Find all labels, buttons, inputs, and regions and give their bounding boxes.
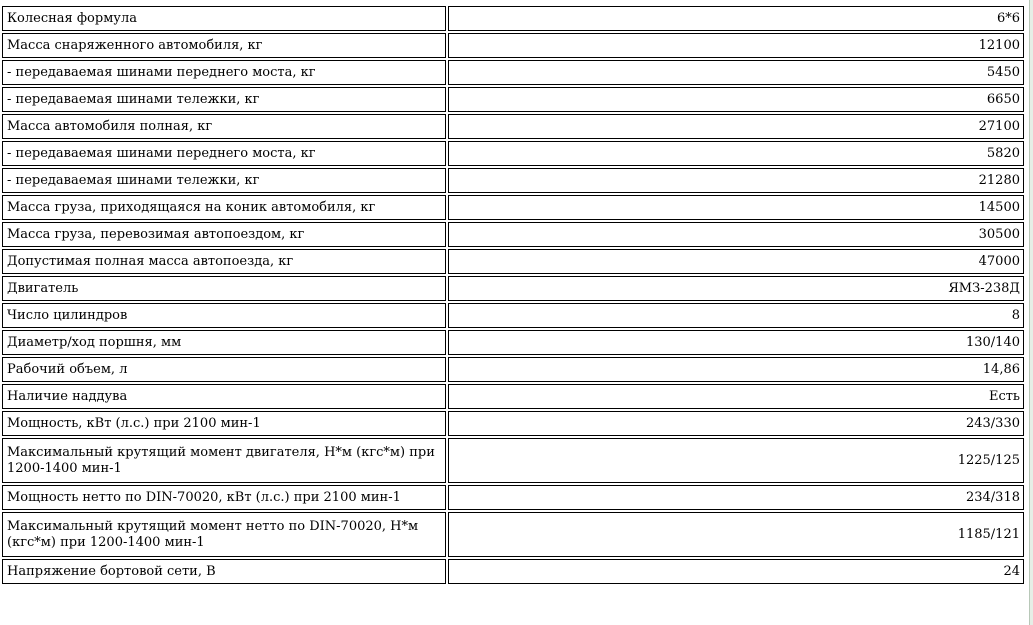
spec-label: Диаметр/ход поршня, мм	[2, 330, 446, 355]
spec-value: 5450	[448, 60, 1024, 85]
table-row	[2, 357, 1024, 382]
table-row	[2, 276, 1024, 301]
spec-label: Масса груза, приходящаяся на коник автомобиля, кг	[2, 195, 446, 220]
spec-value: 21280	[448, 168, 1024, 193]
table-row	[2, 114, 1024, 139]
spec-value: 234/318	[448, 485, 1024, 510]
spec-value: 47000	[448, 249, 1024, 274]
spec-label: Максимальный крутящий момент нетто по DIN-70020, Н*м (кгс*м) при 1200-1400 мин-1	[2, 512, 446, 557]
spec-label: Масса автомобиля полная, кг	[2, 114, 446, 139]
spec-value: 12100	[448, 33, 1024, 58]
spec-value: 243/330	[448, 411, 1024, 436]
spec-value: 30500	[448, 222, 1024, 247]
table-row	[2, 384, 1024, 409]
table-row	[2, 6, 1024, 31]
spec-label: Допустимая полная масса автопоезда, кг	[2, 249, 446, 274]
spec-label: - передаваемая шинами переднего моста, кг	[2, 60, 446, 85]
spec-label: Масса снаряженного автомобиля, кг	[2, 33, 446, 58]
spec-label: Колесная формула	[2, 6, 446, 31]
spec-label: Напряжение бортовой сети, В	[2, 559, 446, 584]
spec-label: Двигатель	[2, 276, 446, 301]
spec-label: Число цилиндров	[2, 303, 446, 328]
table-row	[2, 512, 1024, 557]
spec-label: - передаваемая шинами тележки, кг	[2, 168, 446, 193]
table-row	[2, 33, 1024, 58]
spec-label: Наличие наддува	[2, 384, 446, 409]
spec-label: Масса груза, перевозимая автопоездом, кг	[2, 222, 446, 247]
spec-label: - передаваемая шинами переднего моста, кг	[2, 141, 446, 166]
table-row	[2, 168, 1024, 193]
spec-label: - передаваемая шинами тележки, кг	[2, 87, 446, 112]
spec-label: Рабочий объем, л	[2, 357, 446, 382]
spec-value: 14,86	[448, 357, 1024, 382]
table-row	[2, 249, 1024, 274]
table-row	[2, 222, 1024, 247]
spec-value: Есть	[448, 384, 1024, 409]
spec-label: Мощность нетто по DIN-70020, кВт (л.с.) при 2100 мин-1	[2, 485, 446, 510]
spec-value: 6650	[448, 87, 1024, 112]
spec-value: 1225/125	[448, 438, 1024, 483]
table-row	[2, 438, 1024, 483]
spec-value: 1185/121	[448, 512, 1024, 557]
spec-value: 27100	[448, 114, 1024, 139]
spec-value: 6*6	[448, 6, 1024, 31]
table-row	[2, 195, 1024, 220]
spec-label: Максимальный крутящий момент двигателя, Н*м (кгс*м) при 1200-1400 мин-1	[2, 438, 446, 483]
table-row	[2, 141, 1024, 166]
spec-value: 24	[448, 559, 1024, 584]
spec-value: 8	[448, 303, 1024, 328]
table-row	[2, 485, 1024, 510]
table-row	[2, 330, 1024, 355]
table-row	[2, 411, 1024, 436]
table-row	[2, 87, 1024, 112]
specifications-table	[0, 4, 1026, 586]
spec-value: 130/140	[448, 330, 1024, 355]
spec-value: ЯМЗ-238Д	[448, 276, 1024, 301]
spec-label: Мощность, кВт (л.с.) при 2100 мин-1	[2, 411, 446, 436]
table-row	[2, 60, 1024, 85]
table-row	[2, 559, 1024, 584]
window-edge-scrollbar[interactable]	[1029, 0, 1033, 625]
spec-value: 5820	[448, 141, 1024, 166]
table-row	[2, 303, 1024, 328]
spec-value: 14500	[448, 195, 1024, 220]
